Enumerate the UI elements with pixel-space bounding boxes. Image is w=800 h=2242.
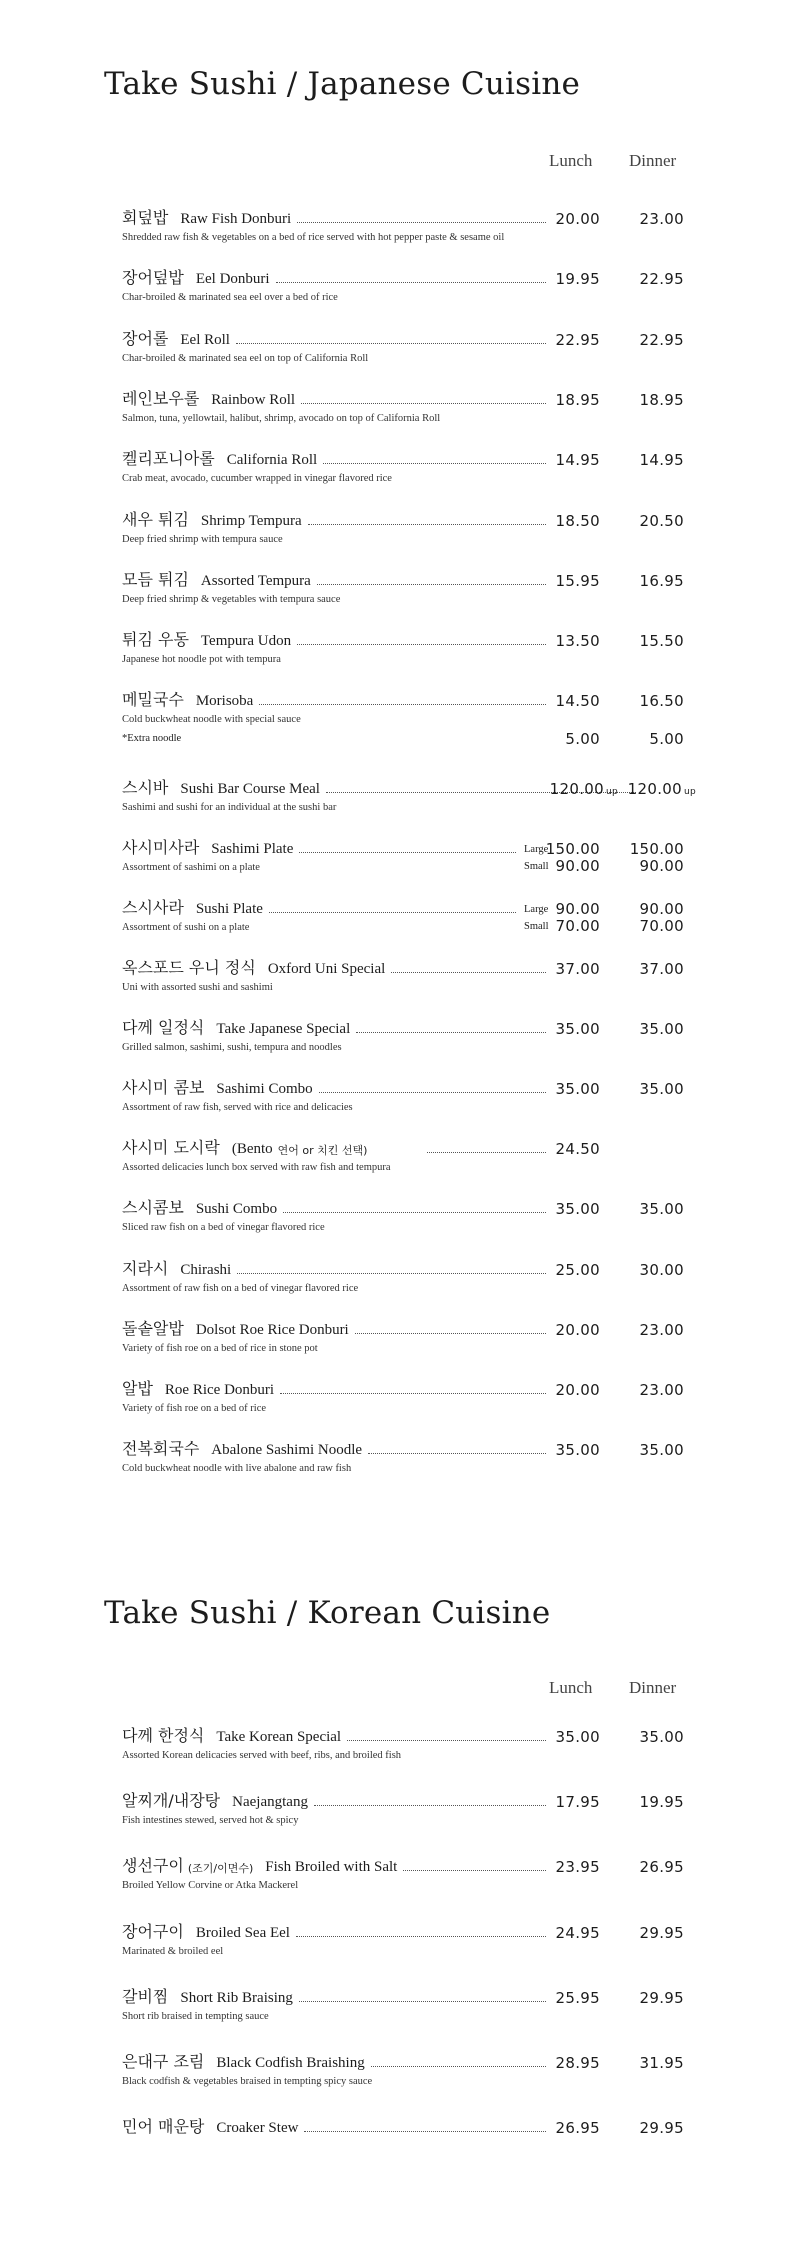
item-english-name: Sashimi Plate — [211, 841, 294, 857]
item-korean-name: 모듬 튀김 — [122, 569, 189, 589]
item-english-name: Eel Donburi — [195, 271, 270, 288]
menu-item-rainbow-roll — [122, 387, 552, 427]
dinner-price: 35.00 — [639, 1440, 684, 1459]
item-english-name: Take Japanese Special — [216, 1021, 351, 1038]
lunch-price: 26.95 — [555, 2119, 600, 2138]
item-description: Short rib braised in tempting sauce — [122, 2010, 269, 2022]
menu-item-roe-rice-donburi — [122, 1377, 552, 1417]
dinner-price: 18.95 — [639, 390, 684, 409]
lunch-price: 20.00 — [555, 1380, 600, 1399]
item-english-name: Sashimi Combo — [216, 1081, 313, 1098]
lunch-price: 23.95 — [555, 1858, 600, 1877]
dinner-price: 31.95 — [639, 2054, 684, 2072]
item-korean-name: 사시미사라 — [122, 838, 200, 857]
lunch-price: 35.00 — [555, 1200, 600, 1219]
japanese-lunch-header: Lunch — [549, 151, 593, 170]
item-korean-name: 전복회국수 — [122, 1438, 200, 1458]
lunch-price: 35.00 — [555, 1440, 600, 1459]
item-english-name: Roe Rice Donburi — [164, 1381, 275, 1398]
item-korean-name: 레인보우롤 — [122, 388, 200, 408]
dot-leader — [269, 912, 516, 913]
dinner-price: 22.95 — [639, 330, 684, 349]
dinner-price: 35.00 — [639, 1080, 684, 1099]
menu-item-take-korean-special — [122, 1724, 552, 1764]
lunch-price: 25.00 — [555, 1260, 600, 1279]
japanese-section-title: Take Sushi / Japanese Cuisine — [104, 66, 581, 102]
menu-item-california-roll — [122, 447, 552, 487]
item-korean-name: 메밀국수 — [122, 690, 184, 710]
item-description: Salmon, tuna, yellowtail, halibut, shrimp, avocado on top of California Roll — [122, 412, 441, 424]
size-large-label: Large — [524, 904, 549, 915]
item-korean-name: 회덮밥 — [122, 208, 169, 227]
sushi-plate-large-dinner: 90.00 — [639, 900, 684, 918]
dot-leader — [297, 644, 546, 645]
menu-item-broiled-sea-eel — [122, 1920, 552, 1960]
item-description: Assorted delicacies lunch box served with raw fish and tempura — [122, 1162, 391, 1174]
item-description: Marinated & broiled eel — [122, 1945, 224, 1957]
item-korean-name: 옥스포드 우니 정식 — [122, 958, 256, 977]
item-description: Cold buckwheat noodle with live abalone and raw fish — [122, 1462, 352, 1474]
item-english-name: Raw Fish Donburi — [180, 211, 292, 227]
menu-item-sashimi-combo — [122, 1076, 552, 1116]
item-description: Variety of fish roe on a bed of rice in stone pot — [122, 1342, 318, 1354]
item-english-name: Short Rib Braising — [180, 1989, 293, 2006]
item-description: Fish intestines stewed, served hot & spicy — [122, 1815, 299, 1827]
item-english-name: Morisoba — [195, 693, 254, 710]
dot-leader — [299, 852, 516, 853]
item-korean-name: 장어덮밥 — [122, 268, 184, 288]
extra-noodle-label: *Extra noodle — [122, 733, 182, 744]
item-korean-name: 스시사라 — [122, 898, 184, 917]
menu-item-bento — [122, 1136, 552, 1176]
lunch-price: 24.50 — [555, 1140, 600, 1159]
lunch-price: 35.00 — [555, 1728, 600, 1746]
item-english-name: Tempura Udon — [200, 633, 292, 650]
dinner-price: 23.00 — [639, 1320, 684, 1339]
dinner-price: 37.00 — [639, 960, 684, 978]
lunch-price: 35.00 — [555, 1080, 600, 1099]
menu-item-raw-fish-donburi — [122, 206, 552, 246]
dot-leader — [355, 1333, 546, 1334]
dinner-price: 29.95 — [639, 2119, 684, 2138]
menu-item-abalone-sashimi-noodle — [122, 1437, 552, 1477]
item-english-name: Oxford Uni Special — [267, 961, 386, 977]
dot-leader — [259, 704, 546, 705]
item-english-name: Dolsot Roe Rice Donburi — [195, 1321, 349, 1338]
dinner-price: 16.50 — [639, 692, 684, 711]
item-english-note: 연어 or 치킨 선택) — [277, 1144, 368, 1158]
lunch-price: 28.95 — [555, 2054, 600, 2072]
japanese-dinner-header: Dinner — [629, 151, 677, 170]
lunch-price: 14.50 — [555, 692, 600, 711]
dinner-price: 26.95 — [639, 1858, 684, 1877]
item-description: Japanese hot noodle pot with tempura — [122, 654, 281, 666]
item-description: Uni with assorted sushi and sashimi — [122, 982, 273, 993]
item-korean-name: 장어구이 — [122, 1921, 184, 1941]
item-description: Grilled salmon, sashimi, sushi, tempura and noodles — [122, 1042, 342, 1054]
menu-item-oxford-uni-special — [122, 956, 552, 996]
item-description: Assorted Korean delicacies served with beef, ribs, and broiled fish — [122, 1750, 402, 1761]
lunch-price: 37.00 — [555, 960, 600, 978]
item-korean-name: 생선구이 — [122, 1856, 184, 1876]
dot-leader — [237, 1273, 546, 1274]
item-english-name: Rainbow Roll — [211, 391, 296, 408]
menu-item-sashimi-plate — [122, 836, 522, 876]
dot-leader — [347, 1740, 546, 1741]
item-description: Char-broiled & marinated sea eel over a bed of rice — [122, 292, 338, 304]
korean-section-title: Take Sushi / Korean Cuisine — [104, 1595, 551, 1631]
dinner-price: 35.00 — [639, 1200, 684, 1219]
item-description: Crab meat, avocado, cucumber wrapped in vinegar flavored rice — [122, 473, 392, 485]
menu-item-sushi-combo — [122, 1196, 552, 1236]
item-description: Sliced raw fish on a bed of vinegar flavored rice — [122, 1222, 325, 1234]
dinner-price: 20.50 — [639, 511, 684, 530]
lunch-price: 18.95 — [555, 390, 600, 409]
item-description: Sashimi and sushi for an individual at the sushi bar — [122, 802, 337, 813]
sushi-plate-small-lunch: 70.00 — [555, 917, 600, 935]
extra-noodle-lunch-price: 5.00 — [565, 730, 600, 748]
korean-lunch-header: Lunch — [549, 1678, 593, 1697]
item-english-name: Assorted Tempura — [200, 572, 311, 589]
sashimi-plate-small-lunch: 90.00 — [555, 857, 600, 875]
item-description: Deep fried shrimp & vegetables with tempura sauce — [122, 593, 341, 605]
item-english-name: Chirashi — [180, 1261, 232, 1278]
sashimi-plate-large-dinner: 150.00 — [629, 840, 684, 858]
item-description: Char-broiled & marinated sea eel on top of California Roll — [122, 352, 369, 364]
lunch-price: 25.95 — [555, 1988, 600, 2007]
item-korean-name: 갈비찜 — [122, 1986, 169, 2006]
item-description: Black codfish & vegetables braised in tempting spicy sauce — [122, 2076, 373, 2087]
menu-item-shrimp-tempura — [122, 508, 552, 548]
dinner-price: 16.95 — [639, 571, 684, 590]
dot-leader — [283, 1212, 546, 1213]
item-korean-name: 새우 튀김 — [122, 509, 189, 529]
lunch-price: 20.00 — [555, 1320, 600, 1339]
dinner-price: 23.00 — [639, 210, 684, 228]
dinner-price: 15.50 — [639, 632, 684, 651]
lunch-price: 22.95 — [555, 330, 600, 349]
dot-leader — [297, 222, 546, 223]
item-korean-name: 켈리포니아롤 — [122, 449, 215, 469]
size-small-label: Small — [524, 861, 549, 872]
menu-item-dolsot-roe-rice-donburi — [122, 1317, 552, 1357]
dinner-price: 23.00 — [639, 1380, 684, 1399]
dot-leader — [299, 2001, 546, 2002]
dot-leader — [296, 1936, 546, 1937]
menu-item-fish-broiled-with-salt — [122, 1854, 552, 1894]
dinner-price: 22.95 — [639, 270, 684, 289]
dinner-price: 35.00 — [639, 1020, 684, 1039]
menu-item-assorted-tempura — [122, 568, 552, 608]
dot-leader — [317, 584, 546, 585]
item-description: Broiled Yellow Corvine or Atka Mackerel — [122, 1880, 299, 1892]
item-english-name: Naejangtang — [232, 1794, 308, 1811]
sushi-plate-large-lunch: 90.00 — [555, 900, 600, 918]
item-korean-name: 알밥 — [122, 1378, 153, 1398]
menu-item-short-rib-braising — [122, 1985, 552, 2025]
item-korean-name: 장어롤 — [122, 328, 169, 348]
menu-item-chirashi — [122, 1257, 552, 1297]
menu-item-morisoba — [122, 688, 552, 728]
item-korean-name: 스시콤보 — [122, 1198, 184, 1218]
lunch-price: 35.00 — [555, 1020, 600, 1039]
menu-item-eel-roll — [122, 327, 552, 367]
item-description: Shredded raw fish & vegetables on a bed of rice served with hot pepper paste & sesame oil — [122, 232, 505, 243]
item-description: Assortment of sushi on a plate — [122, 922, 250, 933]
korean-dinner-header: Dinner — [629, 1678, 677, 1697]
dot-leader — [314, 1805, 546, 1806]
dot-leader — [356, 1032, 546, 1033]
dot-leader — [236, 343, 546, 344]
sashimi-plate-large-lunch: 150.00 — [545, 840, 600, 858]
item-korean-name: 돌솥알밥 — [122, 1318, 184, 1338]
dinner-price: 29.95 — [639, 1923, 684, 1942]
lunch-price: 17.95 — [555, 1793, 600, 1812]
item-description: Assortment of raw fish, served with rice and delicacies — [122, 1102, 353, 1114]
sashimi-plate-small-dinner: 90.00 — [639, 857, 684, 875]
item-description: Cold buckwheat noodle with special sauce — [122, 714, 301, 726]
item-korean-name: 지라시 — [122, 1258, 169, 1278]
item-description: Assortment of raw fish on a bed of vinegar flavored rice — [122, 1282, 359, 1294]
item-korean-name: 민어 매운탕 — [122, 2117, 205, 2137]
item-english-name: (Bento — [231, 1141, 273, 1158]
dot-leader — [304, 2131, 546, 2132]
item-description: Deep fried shrimp with tempura sauce — [122, 533, 283, 545]
dot-leader — [276, 282, 546, 283]
sushi-plate-small-dinner: 70.00 — [639, 917, 684, 935]
item-english-name: Fish Broiled with Salt — [265, 1859, 398, 1876]
item-english-name: Sushi Plate — [195, 901, 263, 917]
item-english-name: Sushi Combo — [195, 1201, 278, 1218]
menu-item-croaker-stew — [122, 2115, 552, 2155]
menu-item-black-codfish-braishing — [122, 2050, 552, 2090]
dinner-price: 35.00 — [639, 1728, 684, 1746]
item-korean-note: (조기/이면수) — [187, 1862, 254, 1876]
dinner-price: 19.95 — [639, 1793, 684, 1812]
dot-leader — [280, 1393, 546, 1394]
item-english-name: Eel Roll — [180, 331, 230, 348]
dot-leader — [323, 463, 546, 464]
dinner-price: 14.95 — [639, 451, 684, 470]
item-english-name: California Roll — [226, 452, 318, 469]
lunch-price: 19.95 — [555, 270, 600, 289]
item-english-name: Broiled Sea Eel — [195, 1924, 290, 1941]
lunch-price: 20.00 — [555, 210, 600, 228]
menu-item-sushi-plate — [122, 896, 522, 936]
item-korean-name: 알찌개/내장탕 — [122, 1791, 221, 1811]
extra-noodle-dinner-price: 5.00 — [649, 730, 684, 748]
item-korean-name: 사시미 도시락 — [122, 1138, 220, 1158]
item-korean-name: 튀김 우동 — [122, 630, 189, 650]
lunch-price: 14.95 — [555, 451, 600, 470]
item-korean-name: 사시미 콤보 — [122, 1078, 205, 1098]
menu-item-eel-donburi — [122, 266, 552, 306]
item-korean-name: 스시바 — [122, 778, 169, 797]
menu-item-tempura-udon — [122, 628, 552, 668]
lunch-price: 24.95 — [555, 1923, 600, 1942]
lunch-price: 13.50 — [555, 632, 600, 651]
dinner-price: 29.95 — [639, 1988, 684, 2007]
course-lunch-price: 120.00 up — [549, 780, 618, 798]
menu-item-naejangtang — [122, 1789, 552, 1829]
item-english-name: Take Korean Special — [216, 1729, 342, 1745]
item-description: Assortment of sashimi on a plate — [122, 862, 260, 873]
item-korean-name: 다께 한정식 — [122, 1726, 205, 1745]
size-large-label: Large — [524, 844, 549, 855]
item-korean-name: 은대구 조림 — [122, 2052, 205, 2071]
item-description: Variety of fish roe on a bed of rice — [122, 1402, 267, 1414]
dot-leader — [319, 1092, 546, 1093]
item-english-name: Abalone Sashimi Noodle — [211, 1441, 363, 1458]
dot-leader — [308, 524, 546, 525]
item-english-name: Sushi Bar Course Meal — [180, 781, 320, 797]
item-korean-name: 다께 일정식 — [122, 1018, 205, 1038]
item-english-name: Shrimp Tempura — [200, 512, 302, 529]
lunch-price: 15.95 — [555, 571, 600, 590]
lunch-price: 18.50 — [555, 511, 600, 530]
course-dinner-price: 120.00 up — [627, 780, 696, 798]
dinner-price: 30.00 — [639, 1260, 684, 1279]
dot-leader — [301, 403, 546, 404]
item-english-name: Croaker Stew — [216, 2120, 299, 2137]
item-english-name: Black Codfish Braishing — [216, 2055, 365, 2071]
menu-item-take-japanese-special — [122, 1016, 552, 1056]
size-small-label: Small — [524, 921, 549, 932]
